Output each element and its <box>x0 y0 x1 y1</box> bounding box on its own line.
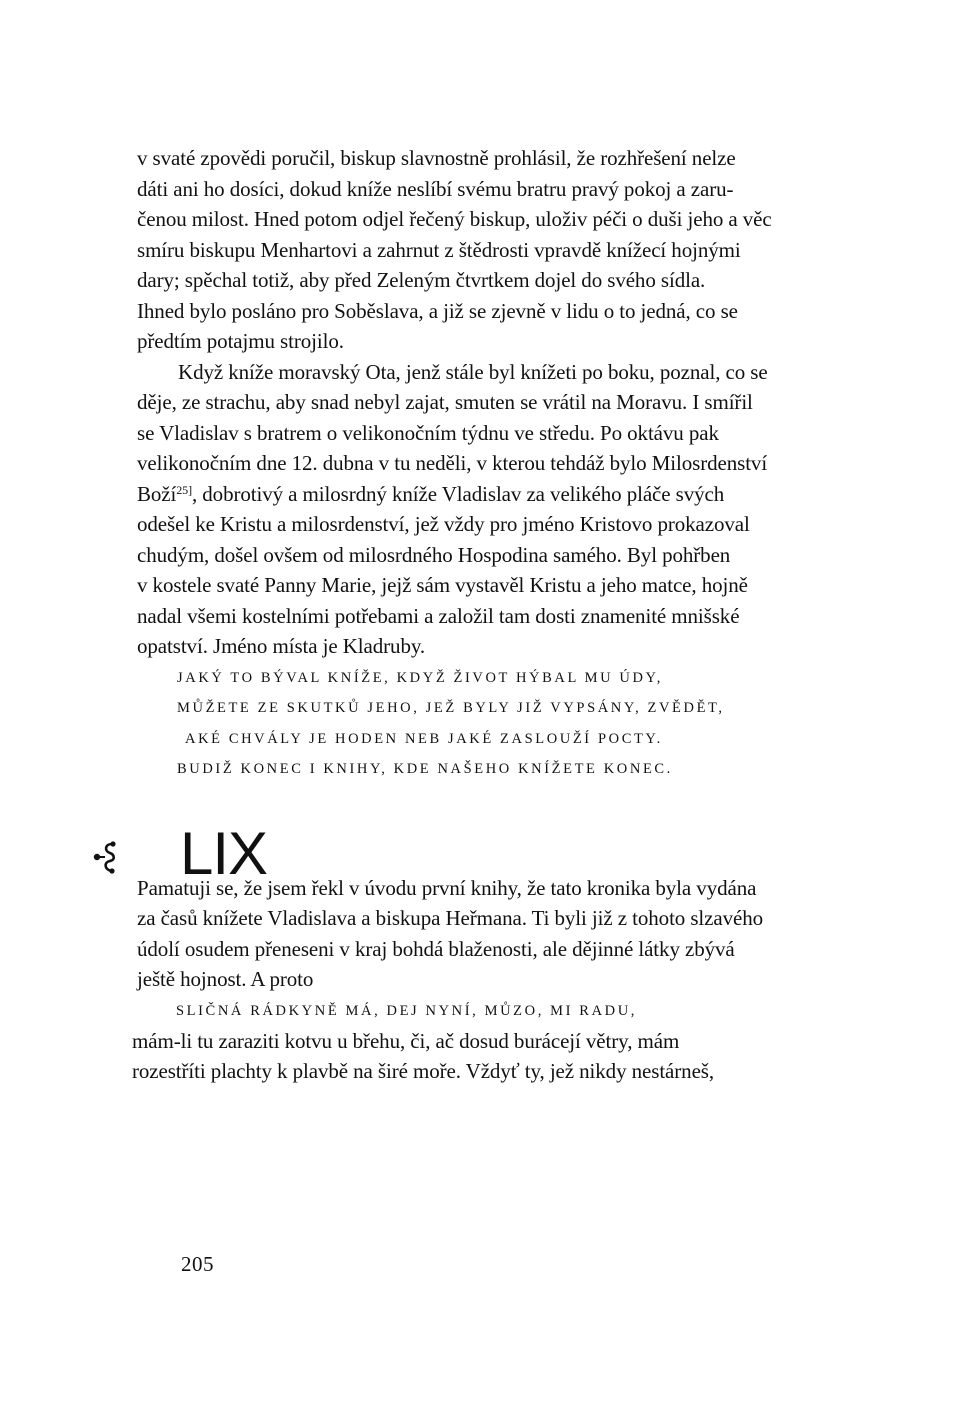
text-line: odešel ke Kristu a milosrdenství, jež vždy pro jméno Kristovo prokazoval <box>137 512 750 536</box>
text-segment: , dobrotivý a milosrdný kníže Vladislav za velikého pláče svých <box>191 482 725 506</box>
chapter-title: LIX <box>180 820 268 887</box>
text-line: chudým, došel ovšem od milosrdného Hospodina samého. Byl pohřben <box>137 543 731 567</box>
text-line: za časů knížete Vladislava a biskupa Heřmana. Ti byli již z tohoto slzavého <box>137 906 764 930</box>
text-line: děje, ze strachu, aby snad nebyl zajat, smuten se vrátil na Moravu. I smířil <box>137 390 753 414</box>
text-line: předtím potajmu strojilo. <box>137 329 344 353</box>
text-line: v svaté zpovědi poručil, biskup slavnostně prohlásil, že rozhřešení nelze <box>137 146 736 170</box>
verse-line: BUDIŽ KONEC I KNIHY, KDE NAŠEHO KNÍŽETE KONEC. <box>177 761 673 777</box>
fleuron-ornament-icon <box>92 838 122 878</box>
text-line: opatství. Jméno místa je Kladruby. <box>137 634 426 658</box>
verse-line: MŮŽETE ZE SKUTKŮ JEHO, JEŽ BYLY JIŽ VYPSÁNY, ZVĚDĚT, <box>177 700 725 716</box>
text-segment: Boží <box>137 482 177 506</box>
footnote-reference[interactable]: 25] <box>176 483 192 497</box>
text-line: Ihned bylo posláno pro Soběslava, a již se zjevně v lidu o to jedná, co se <box>137 299 738 323</box>
verse-line: AKÉ CHVÁLY JE HODEN NEB JAKÉ ZASLOUŽÍ POCTY. <box>185 731 663 747</box>
text-line: velikonočním dne 12. dubna v tu neděli, v kterou tehdáž bylo Milosrdenství <box>137 451 768 475</box>
text-line: Když kníže moravský Ota, jenž stále byl knížeti po boku, poznal, co se <box>178 360 768 384</box>
text-line: v kostele svaté Panny Marie, jejž sám vystavěl Kristu a jeho matce, hojně <box>137 573 748 597</box>
verse-line: JAKÝ TO BÝVAL KNÍŽE, KDYŽ ŽIVOT HÝBAL MU ÚDY, <box>177 670 663 686</box>
text-line-with-footnote <box>137 479 724 509</box>
text-line: dary; spěchal totiž, aby před Zeleným čtvrtkem dojel do svého sídla. <box>137 268 706 292</box>
text-line: mám-li tu zaraziti kotvu u břehu, či, ač dosud burácejí větry, mám <box>132 1029 680 1053</box>
text-line: čenou milost. Hned potom odjel řečený biskup, uloživ péči o duši jeho a věc <box>137 207 772 231</box>
text-line: rozestříti plachty k plavbě na širé moře. Vždyť ty, jež nikdy nestárneš, <box>132 1059 715 1083</box>
verse-line: SLIČNÁ RÁDKYNĚ MÁ, DEJ NYNÍ, MŮZO, MI RADU, <box>176 1003 638 1019</box>
text-line: údolí osudem přeneseni v kraj bohdá blaženosti, ale dějinné látky zbývá <box>137 937 735 961</box>
page-number: 205 <box>181 1252 214 1276</box>
text-line: smíru biskupu Menhartovi a zahrnut z štědrosti vpravdě knížecí hojnými <box>137 238 741 262</box>
text-line: Pamatuji se, že jsem řekl v úvodu první knihy, že tato kronika byla vydána <box>137 876 757 900</box>
text-line: dáti ani ho dosíci, dokud kníže neslíbí svému bratru pravý pokoj a zaru- <box>137 177 734 201</box>
text-line: nadal všemi kostelními potřebami a založil tam dosti znamenité mnišské <box>137 604 740 628</box>
text-line: ještě hojnost. A proto <box>137 967 314 991</box>
text-line: se Vladislav s bratrem o velikonočním týdnu ve středu. Po oktávu pak <box>137 421 719 445</box>
